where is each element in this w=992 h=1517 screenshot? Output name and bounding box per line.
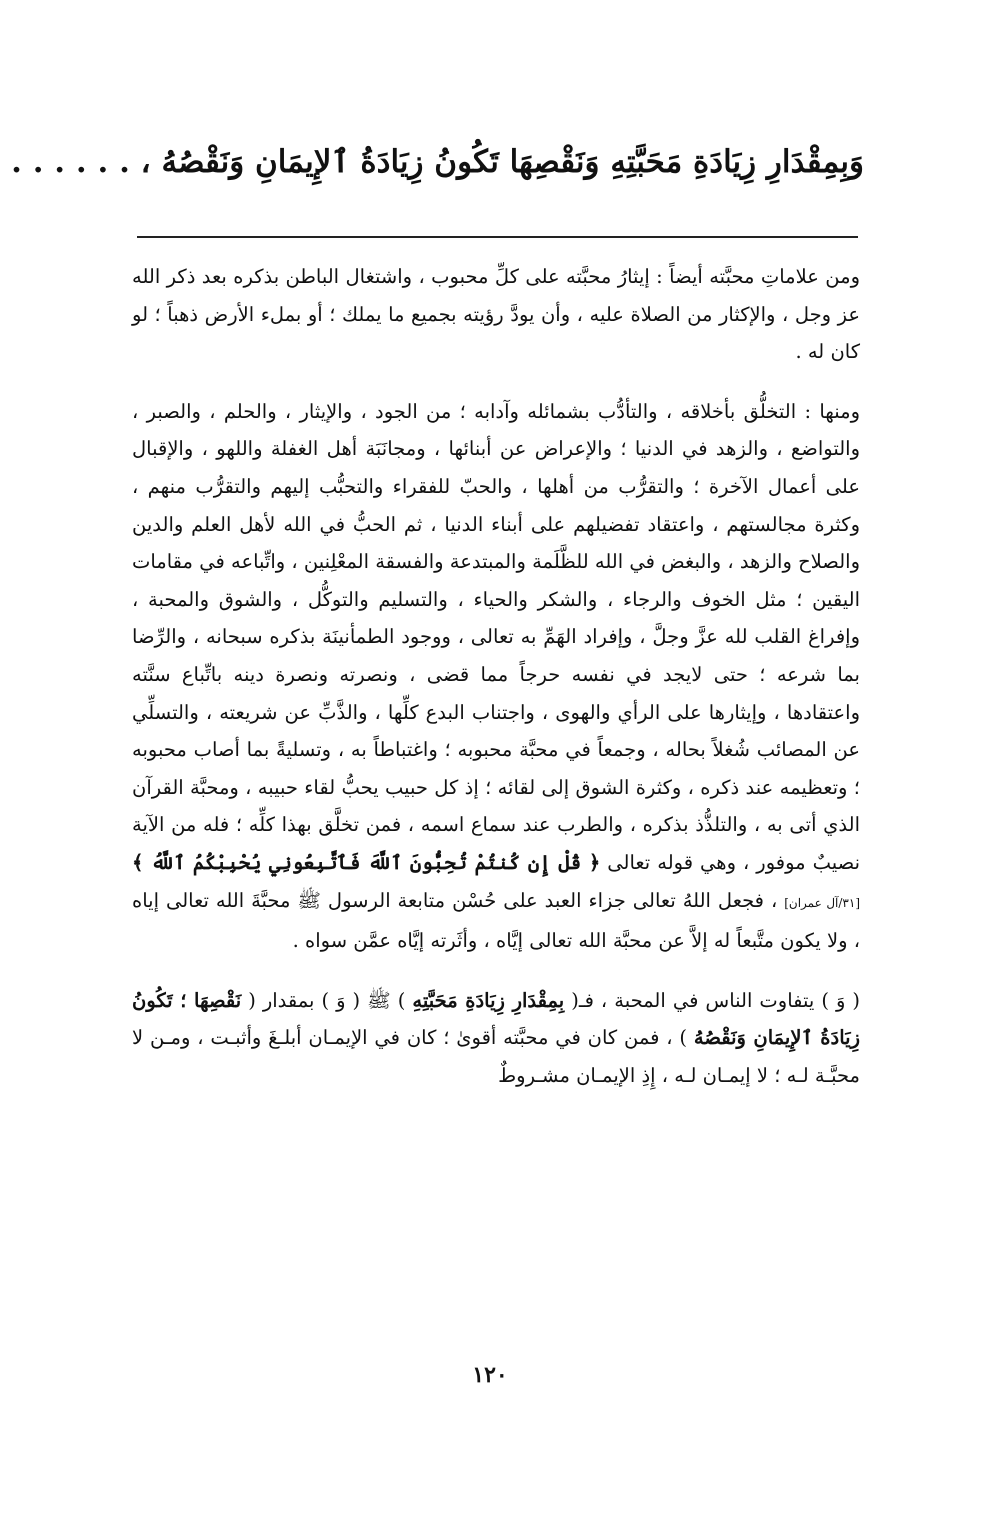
paragraph-text-part2: ) ﷺ ( وَ ) بمقدار ( xyxy=(248,988,406,1012)
verse-reference: [٣١/آل عمران] xyxy=(784,895,860,910)
paragraph-text-part3: ) ، فمن كان في محبَّته أقوىٰ ؛ كان في الإيمـان أبلـغَ وأثبـت ، ومـن لا محبَّـة لـه ؛ لا إيمـان لـه ، إِذِ الإيمـان مشـروطٌ xyxy=(132,1026,860,1087)
matn-quote-2: نَقْصِهَا ؛ تَكُونُ زِيَادَةُ ٱلإِيمَانِ وَنَقْصُهُ xyxy=(132,988,860,1050)
paragraph-traits-text: ومنها : التخلُّق بأخلاقه ، والتأدُّب بشمائله وآدابه ؛ من الجود ، والإيثار ، والحلم ، والصبر ، والتواضع ، والزهد في الدنيا ؛ والإعراض عن أبنائها ، ومجانَبَة أهل الغفلة واللهو ، والإقبال على أعمال الآخرة ؛ والتقرُّب من أهلها ، والحبّ للفقراء والتحبُّب إليهم والتقرُّب منهم ، وكثرة مجالستهم ، واعتقاد تفضيلهم على أبناء الدنيا ، ثم الحبُّ في الله لأهل العلم والدين والصلاح والزهد ، والبغض في الله للظَّلَمة والمبتدعة والفسقة المعْلِنين ، واتِّباعه في مقامات اليقين ؛ مثل الخوف والرجاء ، والشكر والحياء ، والتسليم والتوكُّل ، والشوق والمحبة ، وإفراغ القلب لله عزَّ وجلَّ ، وإفراد الهَمِّ به تعالى ، ووجود الطمأنينَة بذكره سبحانه ، والرِّضا بما شرعه ؛ حتى لايجد في نفسه حرجاً مما قضى ، ونصرته ونصرة دينه باتِّباع سنَّته واعتقادها ، وإيثارها على الرأي والهوى ، واجتناب البدع كلِّها ، والذَّبِّ عن شريعته ، والتسلِّي عن المصائب شُغلاً بحاله ، وجمعاً في محبَّة محبوبه ؛ واغتباطاً به ، وتسليةً بما أصاب محبوبه ؛ وتعظيمه عند ذكره ، وكثرة الشوق إلى لقائه ؛ إذ كل حبيب يحبُّ لقاء حبيبه ، ومحبَّة القرآن الذي أتى به ، والتلذُّذ بذكره ، والطرب عند سماع اسمه ، فمن تخلَّق بهذا كلِّه ؛ فله من الآية نصيبٌ موفور ، وهي قوله تعالى xyxy=(132,399,860,874)
header-divider xyxy=(137,236,858,238)
paragraph-signs-of-love: ومن علاماتِ محبَّته أيضاً : إيثارُ محبَّته على كلِّ محبوب ، واشتغال الباطن بذكره بعد ذكر الله عز وجل ، والإكثار من الصلاة عليه ، وأن يودَّ رؤيته بجميع ما يملك ؛ أو بملء الأرض ذهباً ؛ لو كان له . xyxy=(132,265,860,364)
paragraph-love-and-faith xyxy=(132,982,860,1095)
matn-quote-1: بِمِقْدَارِ زِيَادَةِ مَحَبَّتِهِ xyxy=(412,988,565,1012)
paragraph-text-part1: ( وَ ) يتفاوت الناس في المحبة ، فـ( xyxy=(571,988,861,1012)
paragraph-traits-conclusion: ، فجعل اللهُ تعالى جزاء العبد على حُسْن متابعة الرسول ﷺ محبَّةَ الله تعالى إياه ، ولا يكون متَّبعاً له إلاَّ عن محبَّة الله تعالى إيَّاه ، وأثَرته إيَّاه عمَّن سواه . xyxy=(132,888,860,953)
quran-verse: ﴿ قُلْ إِن كُنتُمْ تُحِبُّونَ ٱللَّهَ فَٱتَّبِعُونِي يُحْبِبْكُمُ ٱللَّهُ ﴾ xyxy=(132,850,601,874)
header-verse-line: وَبِمِقْدَارِ زِيَادَةِ مَحَبَّتِهِ وَنَقْصِهَا تَكُونُ زِيَادَةُ ٱلإِيمَانِ وَنَقْصُهُ ، . . . . . . xyxy=(11,144,864,180)
page-number: ١٢٠ xyxy=(472,1362,508,1388)
commentary-body xyxy=(132,258,860,1106)
paragraph-character-traits xyxy=(132,393,860,960)
